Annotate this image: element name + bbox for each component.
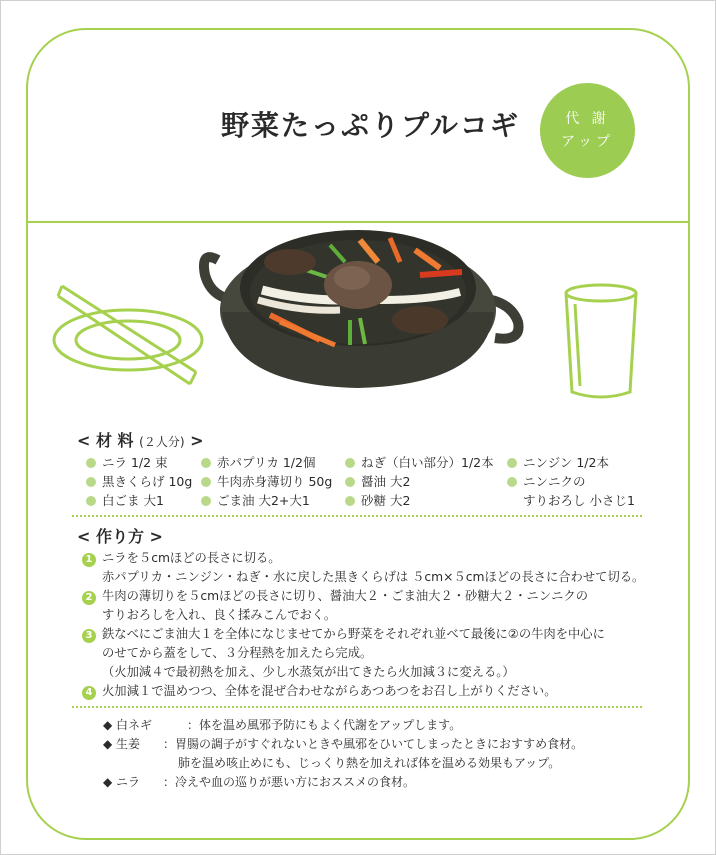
note-label: ◆ ニラ	[103, 775, 141, 789]
step-number-icon: 2	[82, 591, 96, 605]
note-label: ◆ 白ネギ	[103, 718, 153, 732]
step-1-line: 赤パプリカ・ニンジン・ねぎ・水に戻した黒きくらげは ５cm×５cmほどの長さに合わせて切る。	[102, 570, 645, 584]
note-ginger: ◆ 生姜 ：胃腸の調子がすぐれないときや風邪をひいてしまったときにおすすめ食材。	[103, 737, 584, 751]
bullet-icon	[201, 496, 211, 506]
note-ginger-cont: 肺を温め咳止めにも、じっくり熱を加えれば体を温める効果もアップ。	[178, 756, 561, 770]
ingredient-item: ニラ 1/2 束	[86, 453, 168, 471]
note-label: ◆ 生姜	[103, 737, 141, 751]
step-number-icon: 1	[82, 553, 96, 567]
step-number-icon: 3	[82, 629, 96, 643]
ingredients-heading-label: < 材 料	[77, 431, 134, 450]
step-3: 3 鉄なべにごま油大１を全体になじませてから野菜をそれぞれ並べて最後に②の牛肉を中心に	[82, 625, 605, 644]
bullet-icon	[507, 458, 517, 468]
glass-icon	[566, 285, 636, 397]
note-white-leek: ◆ 白ネギ ：体を温め風邪予防にもよく代謝をアップします。	[103, 718, 462, 732]
step-2: 2 牛肉の薄切りを５cmほどの長さに切り、醤油大２・ごま油大２・砂糖大２・ニンニクの	[82, 587, 588, 606]
ingredient-item: 白ごま 大1	[86, 491, 164, 509]
bullet-icon	[86, 496, 96, 506]
ingredient-item-continuation: すりおろし 小さじ1	[523, 493, 635, 508]
badge-line-2: アップ	[560, 133, 615, 150]
badge-line-1: 代 謝	[565, 110, 610, 127]
ingredients-heading	[77, 428, 204, 451]
bullet-icon	[507, 477, 517, 487]
bullet-icon	[86, 458, 96, 468]
ingredient-item: ニンニクの	[507, 472, 586, 490]
ingredient-item: 赤パプリカ 1/2個	[201, 453, 315, 471]
note-chives: ◆ ニラ ：冷えや血の巡りが悪い方におススメの食材。	[103, 775, 416, 789]
ingredient-item: ニンジン 1/2本	[507, 453, 609, 471]
step-4: 4 火加減１で温めつつ、全体を混ぜ合わせながらあつあつをお召し上がりください。	[82, 682, 557, 701]
step-2-line: すりおろしを入れ、良く揉みこんでおく。	[102, 608, 337, 622]
ingredient-item: 砂糖 大2	[345, 491, 410, 509]
ingredient-item: 黒きくらげ 10g	[86, 472, 192, 490]
step-3-line: （火加減４で最初熱を加え、少し水蒸気が出てきたら火加減３に変える。）	[102, 665, 515, 679]
bullet-icon	[201, 477, 211, 487]
ingredient-item: 醤油 大2	[345, 472, 410, 490]
bullet-icon	[345, 496, 355, 506]
step-1: 1 ニラを５cmほどの長さに切る。	[82, 549, 281, 568]
servings-label: (２人分)	[139, 435, 185, 449]
bullet-icon	[86, 477, 96, 487]
ingredient-item: ごま油 大2+大1	[201, 491, 310, 509]
step-number-icon: 4	[82, 686, 96, 700]
step-3-line: のせてから蓋をして、３分程熱を加えたら完成。	[102, 646, 373, 660]
method-heading: < 作り方 >	[77, 527, 163, 546]
bullet-icon	[345, 477, 355, 487]
ingredients-heading-end: >	[190, 431, 204, 450]
dotted-divider	[72, 706, 642, 708]
bullet-icon	[345, 458, 355, 468]
bullet-icon	[201, 458, 211, 468]
ingredient-item: ねぎ（白い部分）1/2本	[345, 453, 494, 471]
plate-chopsticks-icon	[54, 286, 202, 384]
recipe-title: 野菜たっぷりプルコギ	[221, 109, 520, 142]
dotted-divider	[72, 515, 642, 517]
ingredient-item: 牛肉赤身薄切り 50g	[201, 472, 332, 490]
iron-pan-image	[204, 230, 519, 388]
